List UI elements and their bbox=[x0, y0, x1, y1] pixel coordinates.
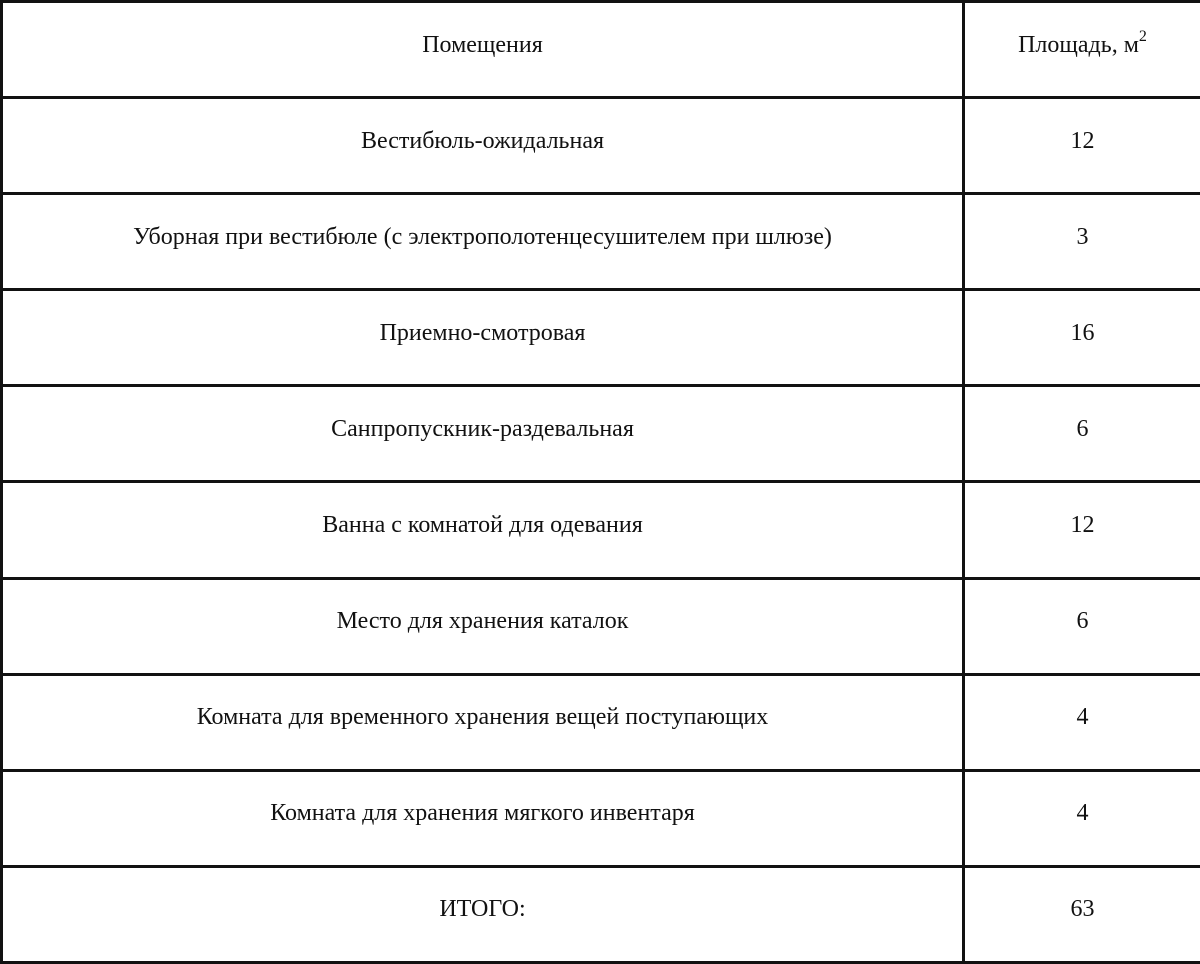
room-area: 16 bbox=[1070, 319, 1095, 346]
room-area: 6 bbox=[1076, 415, 1089, 442]
table-row bbox=[2, 674, 1200, 770]
header-area-label: Площадь, м bbox=[1018, 31, 1139, 58]
room-name-cell bbox=[2, 578, 964, 674]
table-row bbox=[2, 290, 1200, 386]
room-area-cell bbox=[964, 770, 1200, 866]
room-name: Уборная при вестибюле (с электрополотенцесушителем при шлюзе) bbox=[133, 223, 832, 250]
room-area: 3 bbox=[1076, 223, 1089, 250]
room-name: Комната для временного хранения вещей поступающих bbox=[196, 704, 769, 731]
total-value: 63 bbox=[1070, 896, 1095, 923]
room-name-cell bbox=[2, 386, 964, 482]
table-header-row bbox=[2, 2, 1200, 98]
room-area: 12 bbox=[1070, 127, 1095, 154]
room-area: 12 bbox=[1070, 512, 1095, 539]
total-label-cell bbox=[2, 866, 964, 962]
total-value-cell bbox=[964, 866, 1200, 962]
room-name: Комната для хранения мягкого инвентаря bbox=[270, 800, 695, 827]
table-row bbox=[2, 578, 1200, 674]
room-area: 4 bbox=[1076, 704, 1089, 731]
room-name-cell bbox=[2, 482, 964, 578]
header-room-label: Помещения bbox=[422, 31, 543, 58]
room-area: 6 bbox=[1076, 608, 1089, 635]
room-area-cell bbox=[964, 194, 1200, 290]
room-name: Санпропускник-раздевальная bbox=[331, 415, 634, 442]
room-name: Место для хранения каталок bbox=[336, 608, 629, 635]
room-area-cell bbox=[964, 98, 1200, 194]
room-name-cell bbox=[2, 674, 964, 770]
header-area-cell bbox=[964, 2, 1200, 98]
area-unit-superscript: 2 bbox=[1138, 27, 1147, 45]
table-row bbox=[2, 770, 1200, 866]
room-area-cell bbox=[964, 386, 1200, 482]
room-name-cell bbox=[2, 98, 964, 194]
room-name-cell bbox=[2, 770, 964, 866]
table-row bbox=[2, 386, 1200, 482]
room-name: Вестибюль-ожидальная bbox=[360, 127, 605, 154]
room-name: Приемно-смотровая bbox=[379, 319, 586, 346]
total-label: ИТОГО: bbox=[439, 896, 526, 923]
room-area-cell bbox=[964, 482, 1200, 578]
room-name-cell bbox=[2, 290, 964, 386]
room-area: 4 bbox=[1076, 800, 1089, 827]
room-area-cell bbox=[964, 290, 1200, 386]
table-row bbox=[2, 482, 1200, 578]
table-row bbox=[2, 194, 1200, 290]
room-name: Ванна с комнатой для одевания bbox=[322, 512, 643, 539]
header-room-cell bbox=[2, 2, 964, 98]
table-row bbox=[2, 98, 1200, 194]
table-total-row bbox=[2, 866, 1200, 962]
room-area-cell bbox=[964, 674, 1200, 770]
room-area-cell bbox=[964, 578, 1200, 674]
room-name-cell bbox=[2, 194, 964, 290]
